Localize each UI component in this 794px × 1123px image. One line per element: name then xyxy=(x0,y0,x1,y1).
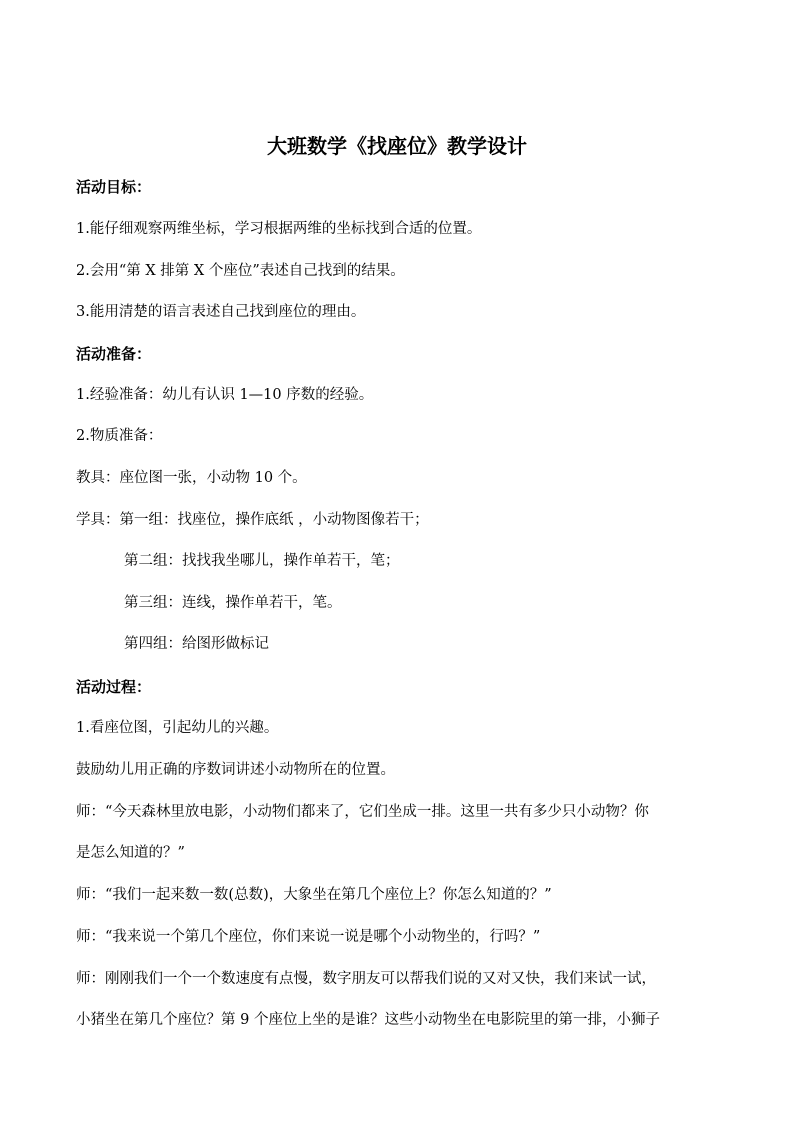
process-line: 师：“我来说一个第几个座位，你们来说一说是哪个小动物坐的，行吗？” xyxy=(76,929,541,945)
process-line: 是怎么知道的？” xyxy=(76,845,185,861)
teaching-aids: 教具：座位图一张，小动物 10 个。 xyxy=(76,470,307,486)
process-heading: 活动过程： xyxy=(76,678,152,696)
process-line: 师：刚刚我们一个一个数速度有点慢，数字朋友可以帮我们说的又对又快，我们来试一试， xyxy=(76,971,656,987)
document-title: 大班数学《找座位》教学设计 xyxy=(267,134,527,158)
preparation-material: 2.物质准备： xyxy=(76,428,163,444)
process-line: 师：“我们一起来数一数(总数)，大象坐在第几个座位上？你怎么知道的？” xyxy=(76,887,552,903)
process-line: 1.看座位图，引起幼儿的兴趣。 xyxy=(76,720,279,736)
goal-item-3: 3.能用清楚的语言表述自己找到座位的理由。 xyxy=(76,304,366,320)
process-line: 小猪坐在第几个座位？第 9 个座位上坐的是谁？这些小动物坐在电影院里的第一排，小狮子 xyxy=(76,1012,660,1028)
goal-item-1: 1.能仔细观察两维坐标，学习根据两维的坐标找到合适的位置。 xyxy=(76,221,482,237)
goal-item-2: 2.会用“第 X 排第 X 个座位”表述自己找到的结果。 xyxy=(76,263,405,279)
learning-group-2: 第二组：找找我坐哪儿，操作单若干，笔； xyxy=(124,553,400,569)
process-line: 鼓励幼儿用正确的序数词讲述小动物所在的位置。 xyxy=(76,762,395,778)
preparation-heading: 活动准备： xyxy=(76,345,152,363)
goals-heading: 活动目标： xyxy=(76,178,152,196)
learning-group-4: 第四组：给图形做标记 xyxy=(124,636,269,652)
process-line: 师：“今天森林里放电影，小动物们都来了，它们坐成一排。这里一共有多少只小动物？你 xyxy=(76,804,649,820)
preparation-experience: 1.经验准备：幼儿有认识 1—10 序数的经验。 xyxy=(76,387,374,403)
learning-group-3: 第三组：连线，操作单若干，笔。 xyxy=(124,595,342,611)
learning-aids: 学具：第一组：找座位，操作底纸 ，小动物图像若干； xyxy=(76,512,429,528)
